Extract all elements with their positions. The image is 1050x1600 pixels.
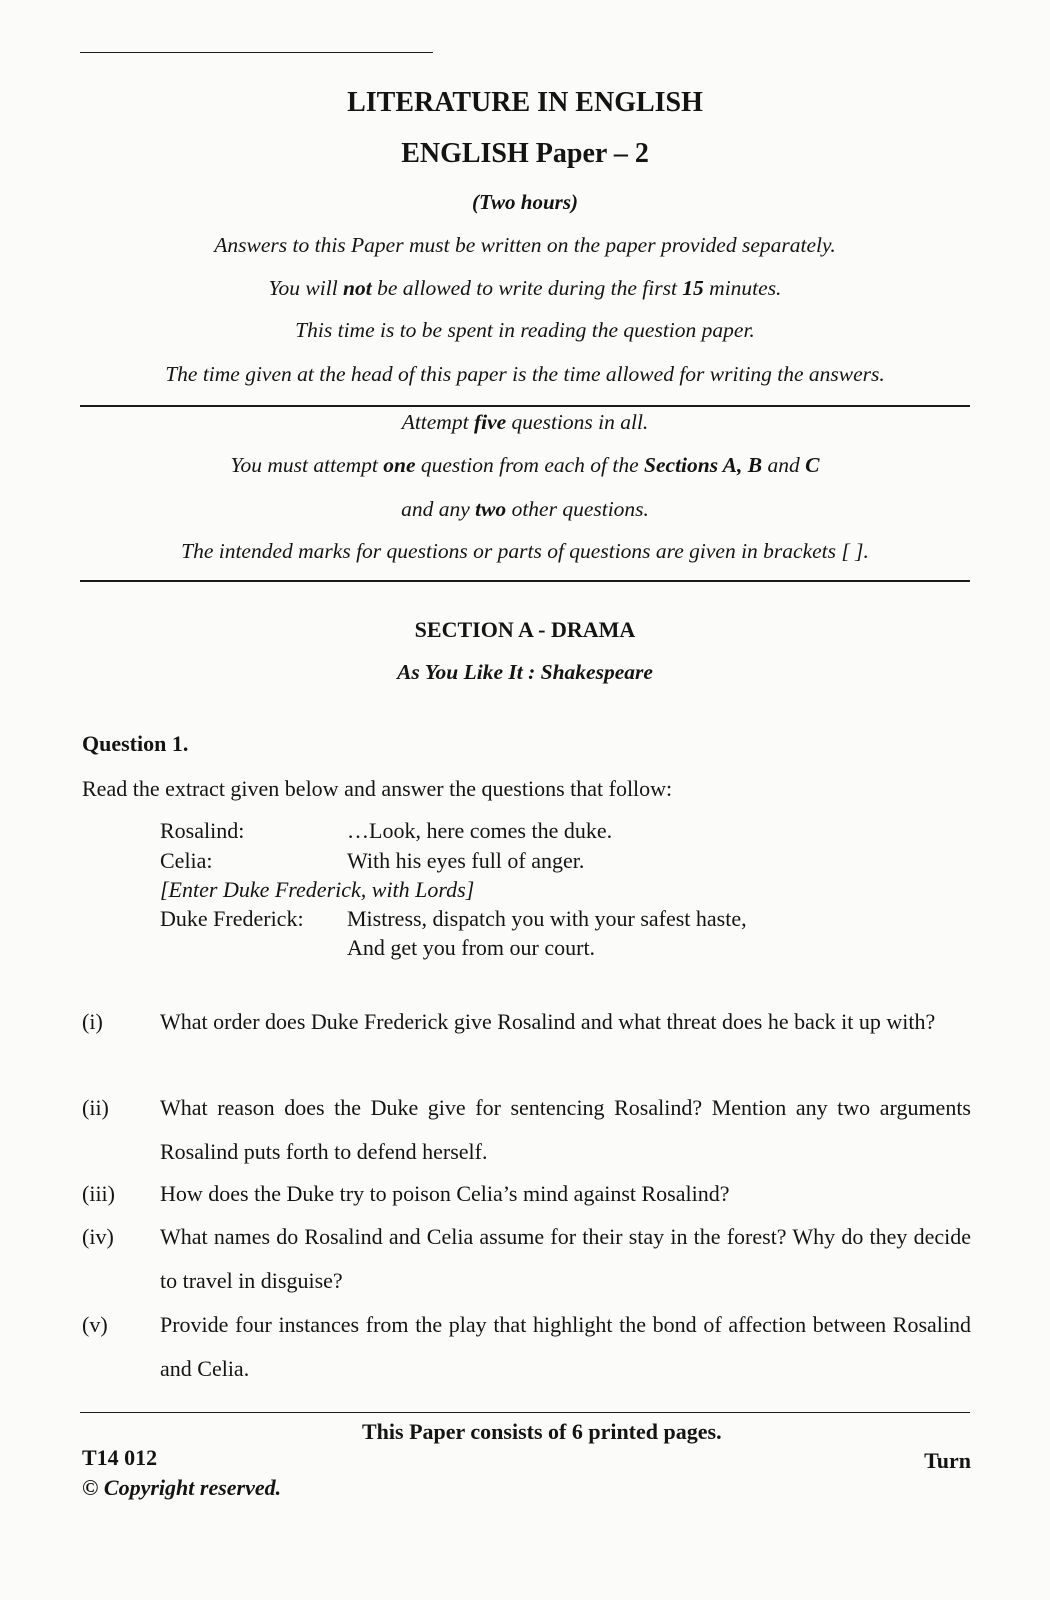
extract-line-4: And get you from our court. [347, 935, 596, 960]
part-number: (ii) [82, 1095, 109, 1120]
part-number: (iii) [82, 1181, 115, 1206]
rule-after-instructions [80, 405, 970, 407]
attempt-line-2: You must attempt one question from each of the Sections A, B and C [230, 453, 820, 477]
extract-stage-direction: [Enter Duke Frederick, with Lords] [160, 877, 475, 902]
part-number: (v) [82, 1312, 108, 1337]
extract-line-1: …Look, here comes the duke. [347, 818, 613, 843]
paper-duration: (Two hours) [472, 190, 578, 214]
extract-line-2: With his eyes full of anger. [347, 848, 585, 873]
extract-speaker-1: Rosalind: [160, 818, 245, 843]
instruction-3: This time is to be spent in reading the question paper. [295, 318, 755, 342]
pages-note: This Paper consists of 6 printed pages. [362, 1419, 722, 1444]
turn-label: Turn [924, 1448, 971, 1473]
part-number: (iv) [82, 1224, 114, 1249]
instruction-2: You will not be allowed to write during the first 15 minutes. [268, 276, 782, 300]
part-number: (i) [82, 1009, 103, 1034]
attempt-line-3: and any two other questions. [401, 497, 649, 521]
paper-code: T14 012 [82, 1445, 158, 1470]
attempt-line-4: The intended marks for questions or parts of questions are given in brackets [ ]. [181, 539, 869, 563]
footer-rule [80, 1412, 970, 1413]
extract-line-3: Mistress, dispatch you with your safest haste, [347, 906, 747, 931]
part-text: What reason does the Duke give for sentencing Rosalind? Mention any two arguments Rosalind puts forth to defend herself. [160, 1095, 971, 1164]
part-text: Provide four instances from the play that highlight the bond of affection between Rosalind and Celia. [160, 1312, 971, 1381]
question-intro: Read the extract given below and answer the questions that follow: [82, 776, 673, 801]
rule-after-attempt [80, 580, 970, 582]
part-text: What order does Duke Frederick give Rosalind and what threat does he back it up with? [160, 1009, 936, 1034]
paper-title: LITERATURE IN ENGLISH [347, 87, 703, 118]
part-text: What names do Rosalind and Celia assume for their stay in the forest? Why do they decide to travel in disguise? [160, 1224, 971, 1293]
part-text: How does the Duke try to poison Celia’s mind against Rosalind? [160, 1181, 730, 1206]
top-rule [80, 52, 433, 53]
extract-speaker-2: Celia: [160, 848, 213, 873]
extract-speaker-3: Duke Frederick: [160, 906, 304, 931]
section-heading: SECTION A - DRAMA [414, 617, 636, 642]
instruction-4: The time given at the head of this paper is the time allowed for writing the answers. [165, 362, 885, 386]
paper-subtitle: ENGLISH Paper – 2 [401, 138, 649, 169]
attempt-line-1: Attempt five questions in all. [401, 410, 649, 434]
copyright-notice: © Copyright reserved. [82, 1475, 282, 1500]
question-label: Question 1. [82, 731, 189, 756]
instruction-1: Answers to this Paper must be written on the paper provided separately. [214, 233, 836, 257]
section-play: As You Like It : Shakespeare [397, 660, 653, 684]
